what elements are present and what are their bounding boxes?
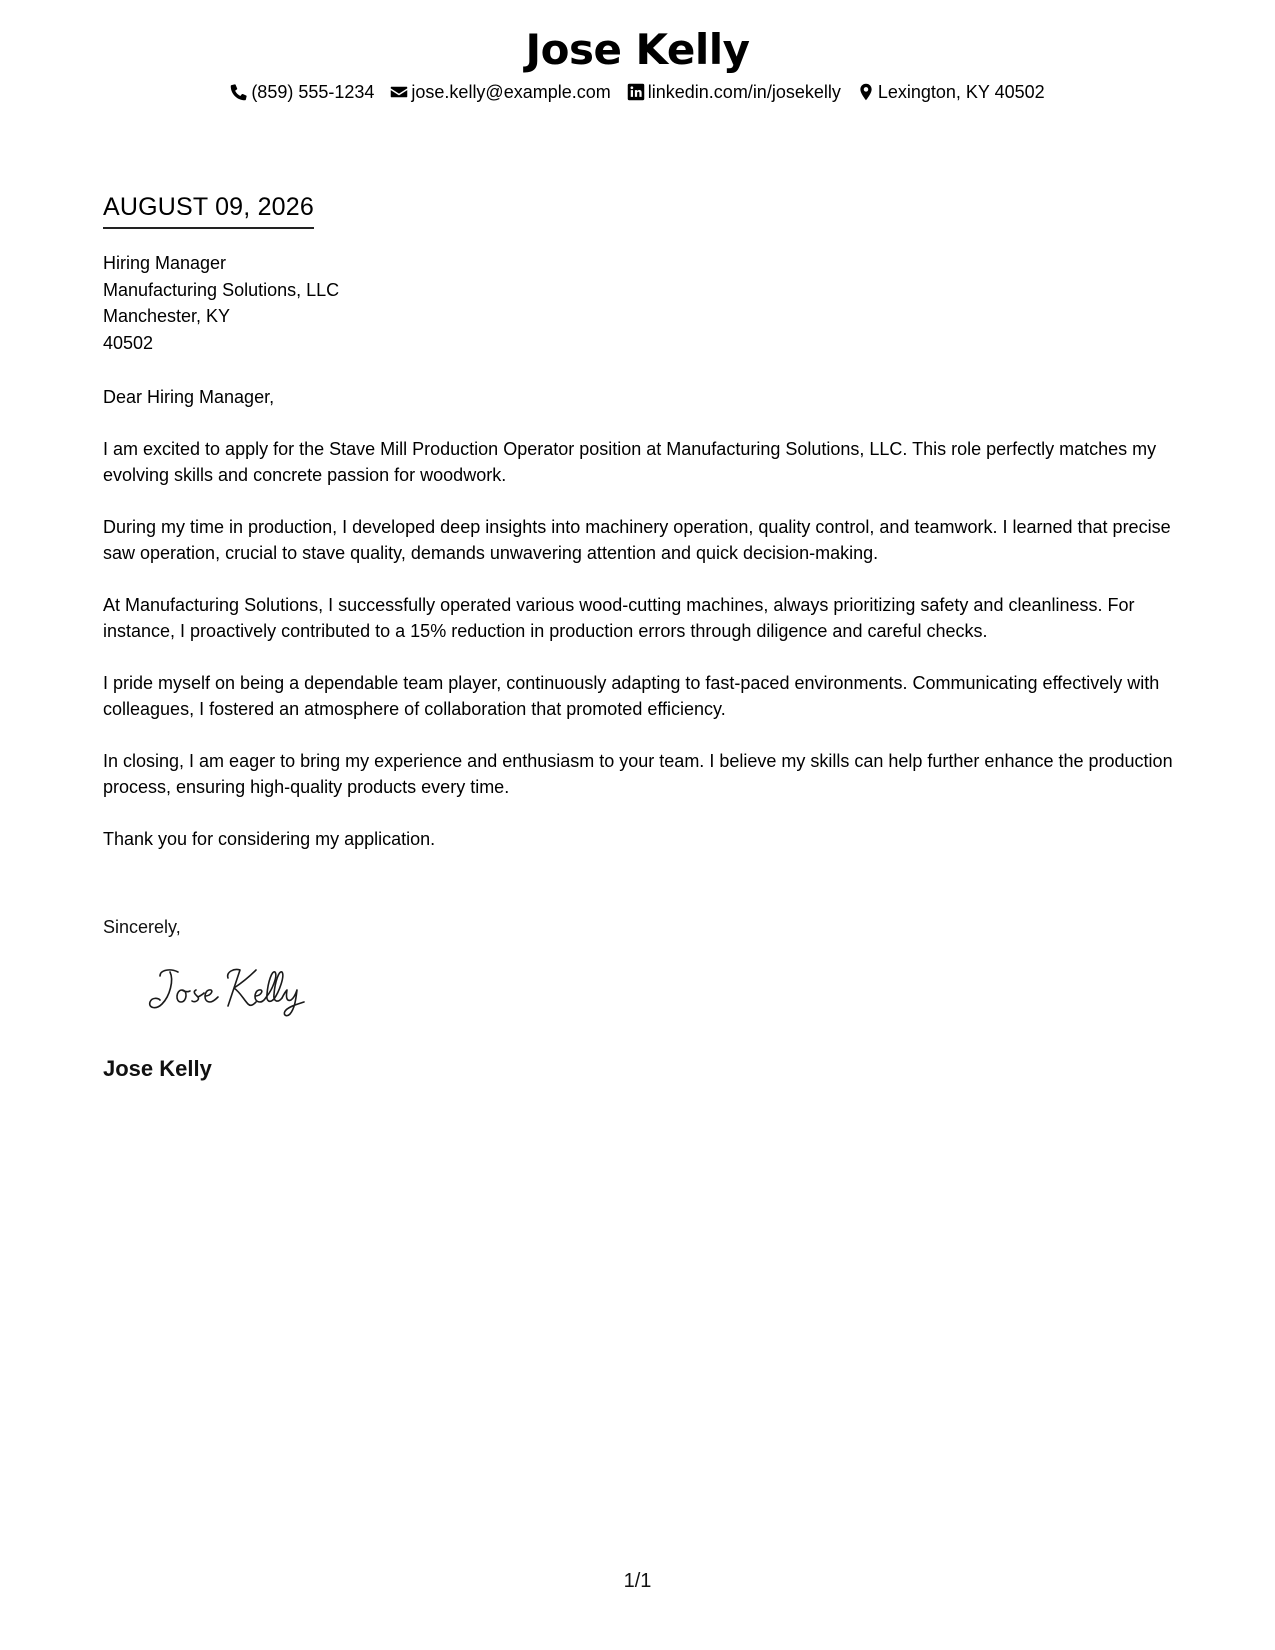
- recipient-company: Manufacturing Solutions, LLC: [103, 279, 340, 300]
- contact-location: [857, 80, 1045, 104]
- location-text: Lexington, KY 40502: [877, 82, 1045, 102]
- contact-email[interactable]: [390, 80, 610, 104]
- email-link[interactable]: jose.kelly@example.com: [411, 82, 611, 102]
- page-number: 1/1: [623, 1570, 652, 1592]
- letter-body: [103, 384, 1178, 878]
- recipient-city: Manchester, KY: [103, 306, 231, 326]
- signature-graphic: [148, 962, 328, 1020]
- body-paragraph: I pride myself on being a dependable team player, continuously adapting to fast-paced environments. Communicating effectively with colleagues, I fostered an atmosphere of collaboration that promoted efficiency.: [103, 673, 1160, 719]
- body-paragraph: At Manufacturing Solutions, I successfully operated various wood-cutting machines, always prioritizing safety and cleanliness. For instance, I proactively contributed to a 15% reduction in production errors through diligence and careful checks.: [103, 595, 1135, 641]
- recipient-zip: 40502: [103, 332, 154, 353]
- body-paragraph: During my time in production, I developed deep insights into machinery operation, quality control, and teamwork. I learned that precise saw operation, crucial to stave quality, demands unwavering attention and quick decision-making.: [103, 517, 1171, 563]
- closing: Sincerely,: [103, 917, 181, 937]
- letter-header: [0, 22, 1275, 104]
- contact-phone: [230, 80, 374, 104]
- contact-linkedin[interactable]: [627, 80, 841, 104]
- handwritten-signature: [148, 962, 328, 1020]
- map-pin-icon: [857, 83, 875, 101]
- contact-row: [0, 80, 1275, 104]
- letter-date: AUGUST 09, 2026: [103, 191, 314, 229]
- signer-name: Jose Kelly: [103, 1056, 212, 1081]
- envelope-icon: [390, 83, 408, 101]
- body-paragraph: Thank you for considering my application.: [103, 829, 436, 849]
- body-paragraph: In closing, I am eager to bring my experience and enthusiasm to your team. I believe my skills can help further enhance the production process, ensuring high-quality products every time.: [103, 751, 1173, 797]
- applicant-name: Jose Kelly: [525, 25, 750, 74]
- body-paragraph: I am excited to apply for the Stave Mill Production Operator position at Manufacturing Solutions, LLC. This role perfectly matches my evolving skills and concrete passion for woodwork.: [103, 439, 1157, 485]
- phone-text: (859) 555-1234: [251, 82, 375, 102]
- linkedin-icon: [627, 83, 645, 101]
- linkedin-link[interactable]: linkedin.com/in/josekelly: [647, 82, 841, 102]
- phone-icon: [230, 83, 248, 101]
- recipient-title: Hiring Manager: [103, 253, 227, 273]
- salutation: Dear Hiring Manager,: [103, 387, 275, 407]
- recipient-block: [103, 250, 339, 356]
